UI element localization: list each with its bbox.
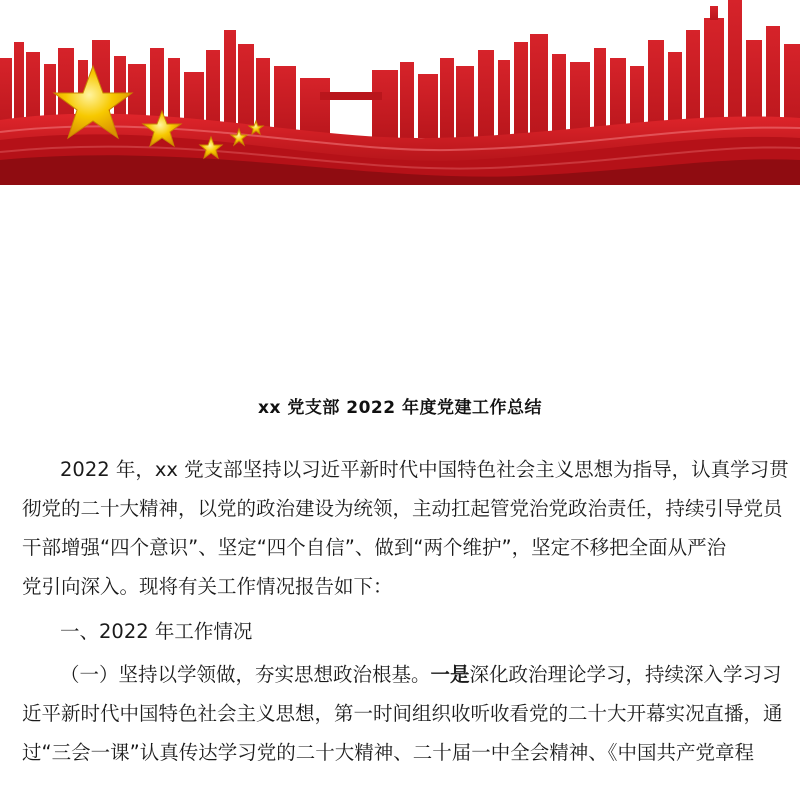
- section-line: 近平新时代中国特色社会主义思想，第一时间组织收听收看党的二十大开幕实况直播，通: [22, 702, 783, 725]
- section-paragraph: [0, 655, 800, 772]
- document-body: [0, 392, 800, 772]
- intro-line: 党引向深入。现将有关工作情况报告如下：: [22, 575, 393, 598]
- document-title: xx 党支部 2022 年度党建工作总结: [258, 398, 542, 418]
- intro-line: 彻党的二十大精神，以党的政治建设为统领，主动扛起管党治党政治责任，持续引导党员: [22, 497, 783, 520]
- star-icon: [143, 111, 181, 146]
- star-icon: [54, 66, 132, 138]
- intro-line: 干部增强“四个意识”、坚定“四个自信”、做到“两个维护”，坚定不移把全面从严治: [22, 536, 727, 559]
- paragraph-text: 深化政治理论学习，持续深入学习习: [469, 663, 782, 686]
- star-icon: [249, 121, 263, 134]
- emphasis-text: 一是: [430, 663, 470, 686]
- intro-line: 2022 年，xx 党支部坚持以习近平新时代中国特色社会主义思想为指导，认真学习贯: [60, 458, 789, 481]
- intro-paragraph: [0, 450, 800, 606]
- header-banner: [0, 0, 800, 185]
- star-icon: [200, 137, 222, 158]
- subsection-heading: （一）坚持以学领做，夯实思想政治根基。: [60, 663, 431, 686]
- section-paragraph-first-line: [0, 655, 800, 694]
- section-heading: 一、2022 年工作情况: [60, 620, 253, 643]
- section-line: 过“三会一课”认真传达学习党的二十大精神、二十届一中全会精神、《中国共产党章程: [22, 741, 754, 764]
- star-icon: [231, 129, 247, 145]
